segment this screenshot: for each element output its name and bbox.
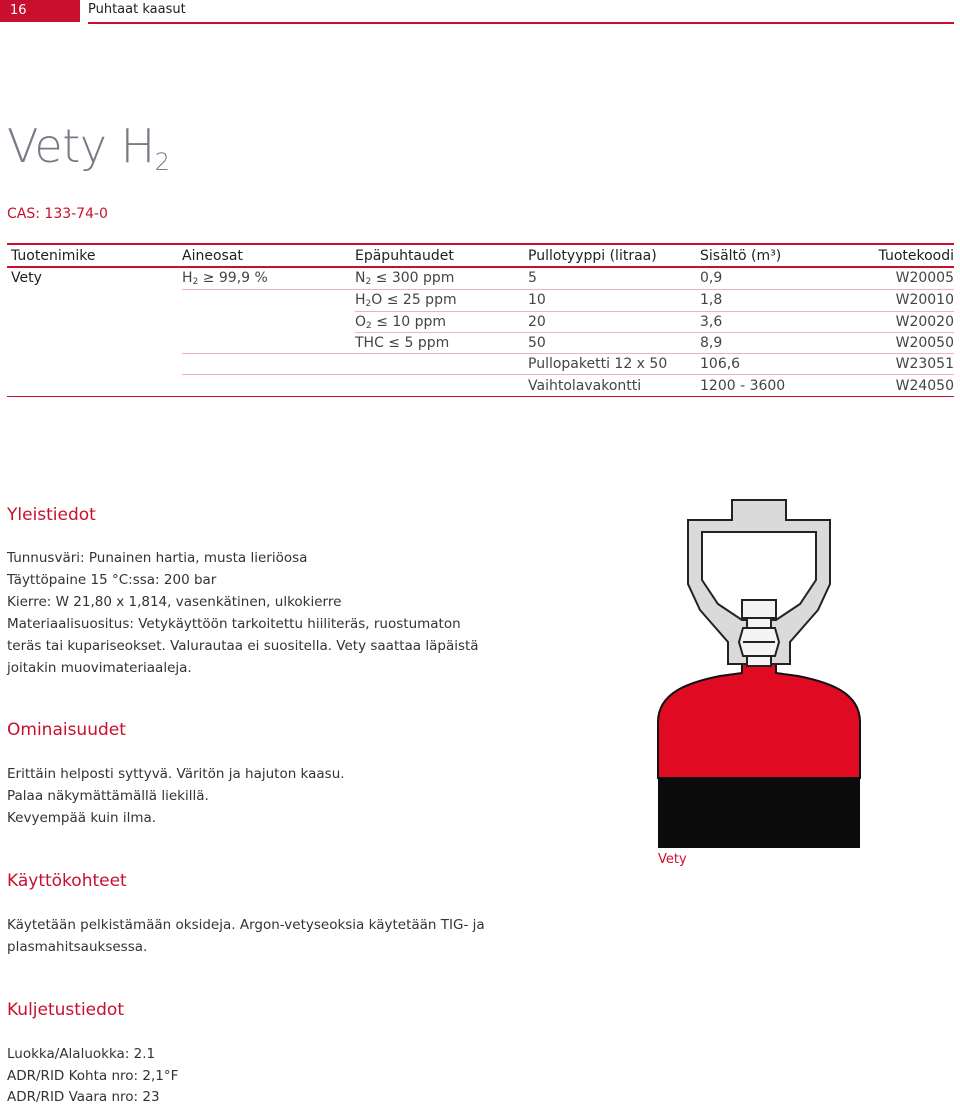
- impurity-cell: $N_2 \le 300$ ppm: [355, 270, 455, 287]
- product-name-cell: Vety: [11, 270, 42, 286]
- product-code-cell: W23051: [895, 356, 954, 372]
- header-product-name: Tuotenimike: [11, 248, 96, 264]
- cylinder-type-cell: 5: [528, 270, 537, 286]
- general-line: Tunnusväri: Punainen hartia, musta lieriöosa: [7, 550, 308, 566]
- cylinder-caption: Vety: [658, 852, 687, 867]
- transport-line: Luokka/Alaluokka: 2.1: [7, 1046, 156, 1062]
- properties-line: Kevyempää kuin ilma.: [7, 810, 157, 826]
- row-divider: [182, 289, 954, 290]
- page-number: 16: [0, 0, 80, 22]
- general-line: joitakin muovimateriaaleja.: [7, 660, 192, 676]
- cylinder-type-cell: 50: [528, 335, 546, 351]
- header-rule: [88, 22, 954, 24]
- table-bottom-rule: [7, 396, 954, 397]
- product-code-cell: W20050: [895, 335, 954, 351]
- cylinder-shoulder: [658, 664, 860, 778]
- transport-line: ADR/RID Vaara nro: 23: [7, 1089, 160, 1105]
- header-impurities: Epäpuhtaudet: [355, 248, 454, 264]
- product-code-cell: W20010: [895, 292, 954, 308]
- product-code-cell: W20020: [895, 314, 954, 330]
- general-line: teräs tai kupariseokset. Valurautaa ei suositella. Vety saattaa läpäistä: [7, 638, 479, 654]
- cylinder-body: [658, 778, 860, 848]
- header-content: Sisältö (m³): [700, 248, 782, 264]
- section-heading-transport: Kuljetustiedot: [7, 1000, 124, 1020]
- impurity-cell: $O_2 \le 10$ ppm: [355, 314, 447, 331]
- valve-base: [747, 656, 771, 666]
- properties-line: Erittäin helposti syttyvä. Väritön ja hajuton kaasu.: [7, 766, 345, 782]
- cylinder-type-cell: 20: [528, 314, 546, 330]
- properties-line: Palaa näkymättämällä liekillä.: [7, 788, 209, 804]
- content-cell: 0,9: [700, 270, 723, 286]
- content-cell: 1200 - 3600: [700, 378, 786, 394]
- cylinder-type-cell: 10: [528, 292, 546, 308]
- impurity-cell: $H_2O \le 25$ ppm: [355, 292, 457, 309]
- general-line: Täyttöpaine 15 °C:ssa: 200 bar: [7, 572, 217, 588]
- header-product-code: Tuotekoodi: [878, 248, 954, 264]
- cas-number: CAS: 133-74-0: [7, 206, 108, 222]
- table-top-rule: [7, 243, 954, 245]
- product-code-cell: W20005: [895, 270, 954, 286]
- header-cylinder-type: Pullotyyppi (litraa): [528, 248, 657, 264]
- gas-cylinder-illustration: [650, 492, 890, 848]
- row-divider: [182, 374, 954, 375]
- general-line: Materiaalisuositus: Vetykäyttöön tarkoitettu hiiliteräs, ruostumaton: [7, 616, 461, 632]
- content-cell: 1,8: [700, 292, 723, 308]
- uses-line: Käytetään pelkistämään oksideja. Argon-vetyseoksia käytetään TIG- ja: [7, 917, 485, 933]
- valve-neck: [747, 618, 771, 628]
- content-cell: 3,6: [700, 314, 723, 330]
- component-cell: $H_2 \ge 99,9$ %: [182, 270, 268, 287]
- section-heading-uses: Käyttökohteet: [7, 871, 127, 891]
- table-header-rule: [7, 266, 954, 268]
- impurity-cell: THC ≤ 5 ppm: [355, 335, 450, 351]
- content-cell: 8,9: [700, 335, 723, 351]
- section-heading-general: Yleistiedot: [7, 505, 96, 525]
- product-code-cell: W24050: [895, 378, 954, 394]
- section-heading-properties: Ominaisuudet: [7, 720, 126, 740]
- cylinder-type-cell: Pullopaketti 12 x 50: [528, 356, 668, 372]
- cylinder-type-cell: Vaihtolavakontti: [528, 378, 642, 394]
- page-title: Vety $H_2$: [7, 119, 170, 176]
- row-divider: [355, 332, 954, 333]
- running-title: Puhtaat kaasut: [88, 2, 186, 17]
- content-cell: 106,6: [700, 356, 741, 372]
- valve-top: [742, 600, 776, 618]
- row-divider: [355, 311, 954, 312]
- general-line: Kierre: W 21,80 x 1,814, vasenkätinen, ulkokierre: [7, 594, 342, 610]
- header-components: Aineosat: [182, 248, 243, 264]
- transport-line: ADR/RID Kohta nro: 2,1°F: [7, 1068, 179, 1084]
- uses-line: plasmahitsauksessa.: [7, 939, 148, 955]
